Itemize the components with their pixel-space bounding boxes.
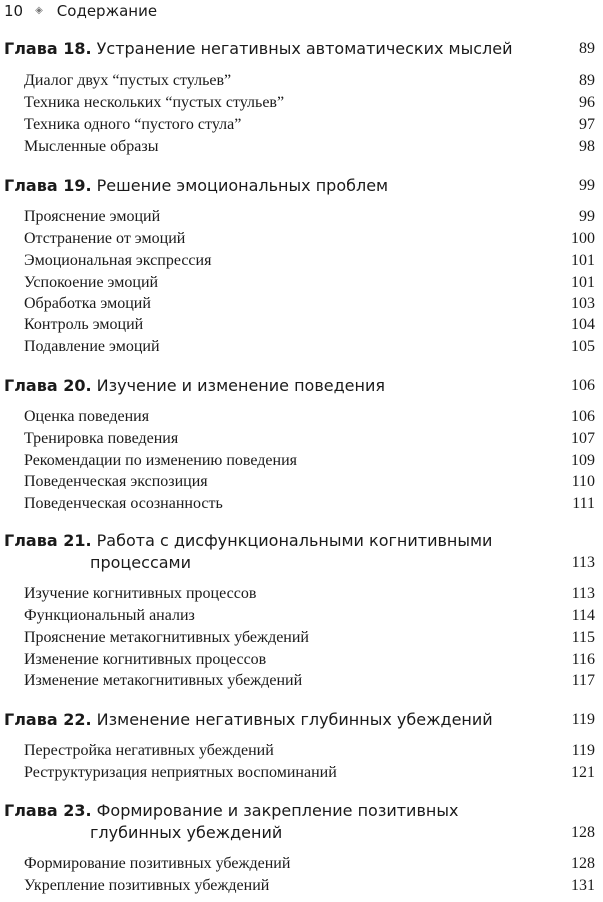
section-title: Диалог двух “пустых стульев” <box>24 72 232 89</box>
section-title: Рекомендации по изменению поведения <box>24 452 297 469</box>
section-page: 106 <box>571 408 595 425</box>
section-title: Техника одного “пустого стула” <box>24 116 242 133</box>
section-page: 114 <box>571 607 595 624</box>
page-number: 10 <box>4 2 24 20</box>
section-page: 89 <box>579 72 595 89</box>
section-page: 101 <box>571 274 595 291</box>
section-title: Техника нескольких “пустых стульев” <box>24 94 285 111</box>
section-page: 104 <box>571 316 595 333</box>
section-page: 110 <box>571 473 595 490</box>
section-page: 107 <box>571 430 595 447</box>
chapter-heading <box>4 800 599 844</box>
section-title: Изучение когнитивных процессов <box>24 585 257 602</box>
section-title: Прояснение эмоций <box>24 208 161 225</box>
section-title: Тренировка поведения <box>24 430 179 447</box>
section-page: 115 <box>571 629 595 646</box>
section-page: 105 <box>571 338 595 355</box>
chapter-label: Глава 18. <box>4 39 92 58</box>
section-page: 113 <box>571 585 595 602</box>
section-page: 116 <box>571 651 595 668</box>
chapter-title: Решение эмоциональных проблем <box>96 176 389 195</box>
section-page: 131 <box>571 877 595 894</box>
section-page: 101 <box>571 252 595 269</box>
chapter-heading <box>4 175 599 197</box>
chapter-page: 113 <box>571 554 595 571</box>
running-head-title: Содержание <box>56 2 158 20</box>
section-title: Мысленные образы <box>24 138 159 155</box>
section-title: Поведенческая осознанность <box>24 495 223 512</box>
section-page: 111 <box>572 495 595 512</box>
section-page: 99 <box>579 208 595 225</box>
chapter-heading <box>4 709 599 731</box>
section-title: Контроль эмоций <box>24 316 144 333</box>
section-title: Изменение когнитивных процессов <box>24 651 267 668</box>
chapter-title: Работа с дисфункциональными когнитивными <box>96 531 493 550</box>
chapter-title-continuation: процессами <box>90 553 192 572</box>
chapter-page: 119 <box>571 711 595 728</box>
chapter-label: Глава 20. <box>4 376 92 395</box>
chapter-label: Глава 22. <box>4 710 92 729</box>
chapter-heading <box>4 38 599 60</box>
chapter-page: 128 <box>571 824 595 841</box>
section-title: Укрепление позитивных убеждений <box>24 877 270 894</box>
chapter-title: Изменение негативных глубинных убеждений <box>96 710 493 729</box>
chapter-label: Глава 19. <box>4 176 92 195</box>
section-title: Поведенческая экспозиция <box>24 473 208 490</box>
section-title: Функциональный анализ <box>24 607 195 624</box>
section-page: 119 <box>571 742 595 759</box>
section-page: 109 <box>571 452 595 469</box>
section-title: Перестройка негативных убеждений <box>24 742 274 759</box>
section-title: Прояснение метакогнитивных убеждений <box>24 629 309 646</box>
chapter-title: Изучение и изменение поведения <box>96 376 385 395</box>
section-title: Реструктуризация неприятных воспоминаний <box>24 764 337 781</box>
section-title: Оценка поведения <box>24 408 150 425</box>
chapter-label: Глава 21. <box>4 531 92 550</box>
section-title: Формирование позитивных убеждений <box>24 855 291 872</box>
chapter-heading <box>4 530 599 574</box>
section-page: 121 <box>571 764 595 781</box>
section-title: Обработка эмоций <box>24 295 151 312</box>
chapter-page: 89 <box>579 40 595 57</box>
chapter-title-continuation: глубинных убеждений <box>90 823 283 842</box>
chapter-title: Устранение негативных автоматических мыслей <box>96 39 513 58</box>
section-page: 117 <box>571 672 595 689</box>
section-page: 100 <box>571 230 595 247</box>
section-page: 98 <box>579 138 595 155</box>
chapter-heading <box>4 375 599 397</box>
ornament-icon: ◈ <box>35 5 43 16</box>
section-page: 103 <box>571 295 595 312</box>
chapter-label: Глава 23. <box>4 801 92 820</box>
chapter-title: Формирование и закрепление позитивных <box>96 801 459 820</box>
section-title: Успокоение эмоций <box>24 274 159 291</box>
section-title: Изменение метакогнитивных убеждений <box>24 672 303 689</box>
chapter-page: 106 <box>571 377 595 394</box>
section-page: 128 <box>571 855 595 872</box>
section-page: 96 <box>579 94 595 111</box>
chapter-page: 99 <box>579 177 595 194</box>
section-title: Отстранение от эмоций <box>24 230 186 247</box>
running-head <box>4 0 157 22</box>
section-page: 97 <box>579 116 595 133</box>
section-title: Подавление эмоций <box>24 338 160 355</box>
section-title: Эмоциональная экспрессия <box>24 252 212 269</box>
